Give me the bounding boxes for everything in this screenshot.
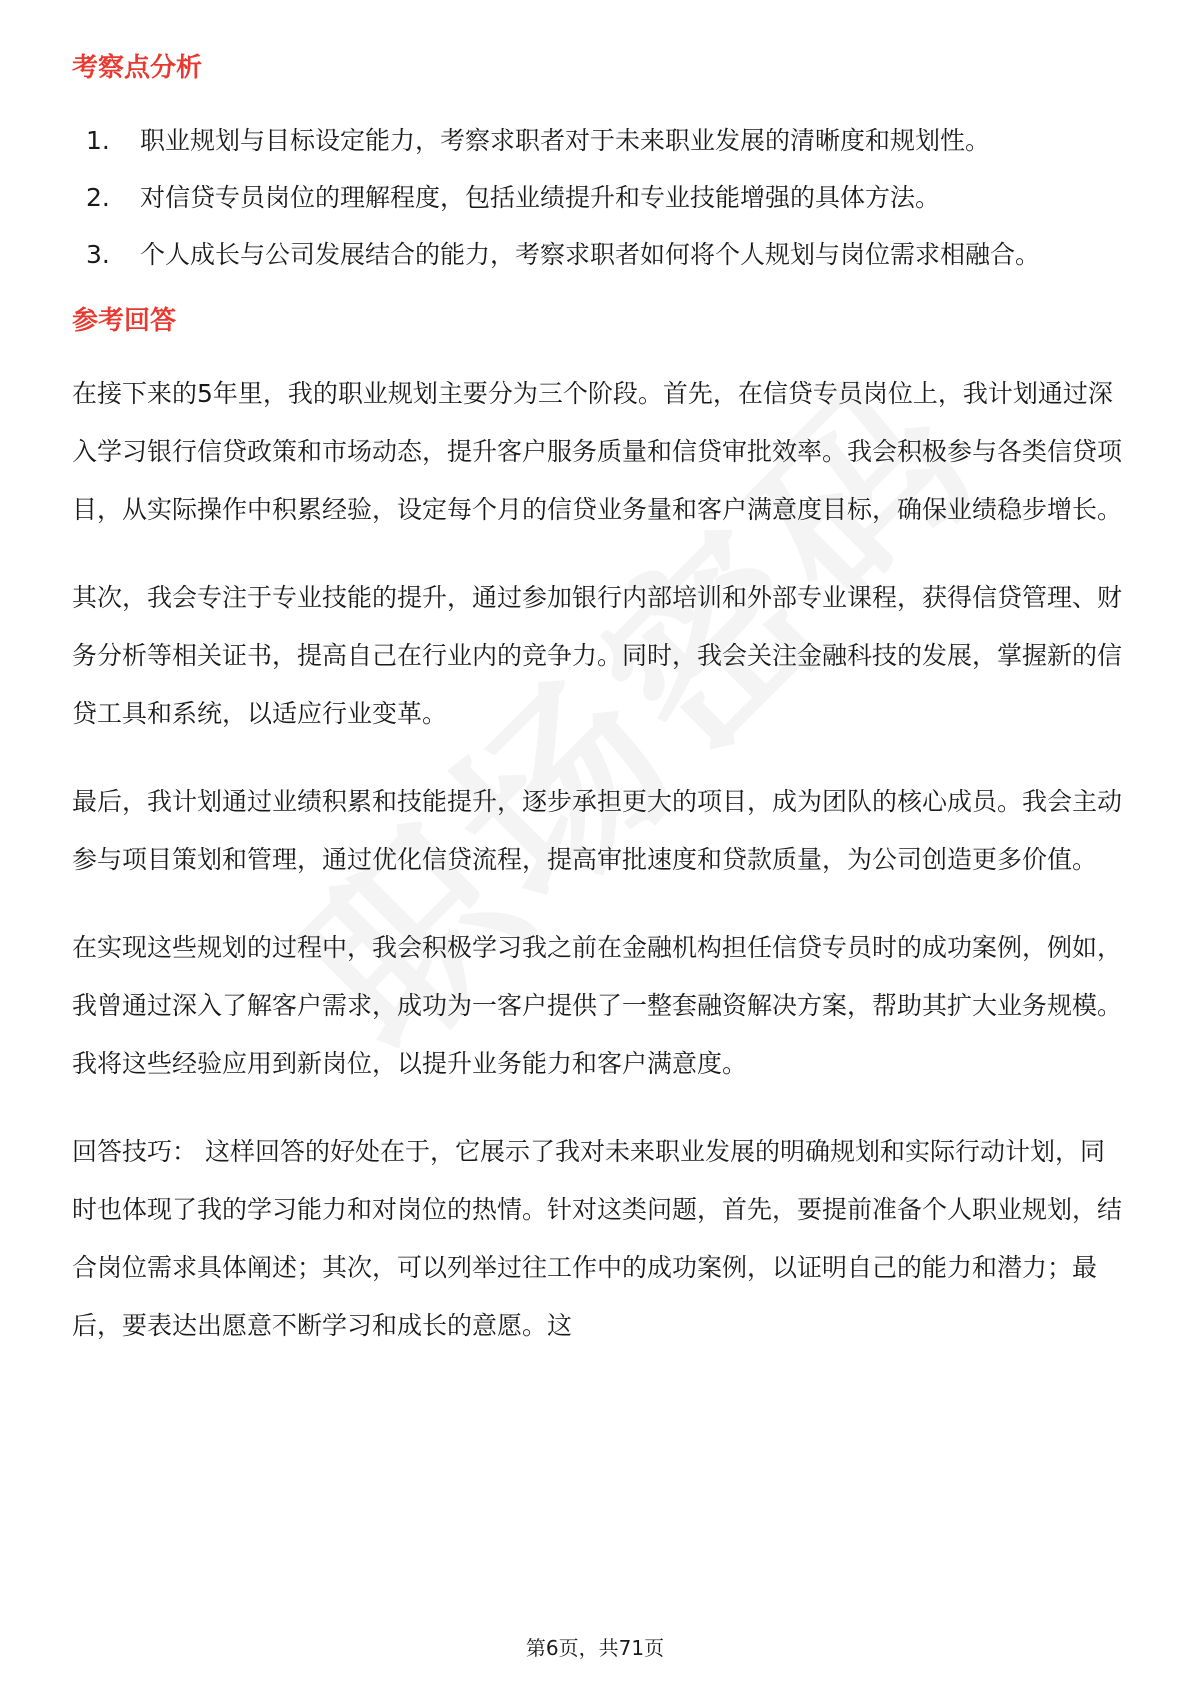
answer-paragraph: 在接下来的5年里，我的职业规划主要分为三个阶段。首先，在信贷专员岗位上，我计划通过深入学习银行信贷政策和市场动态，提升客户服务质量和信贷审批效率。我会积极参与各类信贷项目，从实际操作中积累经验，设定每个月的信贷业务量和客户满意度目标，确保业绩稳步增长。 xyxy=(72,379,1123,524)
answer-paragraph: 其次，我会专注于专业技能的提升，通过参加银行内部培训和外部专业课程，获得信贷管理、财务分析等相关证书，提高自己在行业内的竞争力。同时，我会关注金融科技的发展，掌握新的信贷工具和系统，以适应行业变革。 xyxy=(72,583,1123,728)
list-item-text: 个人成长与公司发展结合的能力，考察求职者如何将个人规划与岗位需求相融合。 xyxy=(140,240,1041,269)
list-item xyxy=(72,226,1122,283)
list-item-number: 3. xyxy=(86,240,110,269)
list-item xyxy=(72,169,1122,226)
list-item-text: 职业规划与目标设定能力，考察求职者对于未来职业发展的清晰度和规划性。 xyxy=(140,126,991,155)
answer-heading: 参考回答 xyxy=(72,306,177,336)
page-content xyxy=(72,48,1122,1385)
list-item-number: 2. xyxy=(86,183,110,212)
answer-paragraph: 在实现这些规划的过程中，我会积极学习我之前在金融机构担任信贷专员时的成功案例，例如，我曾通过深入了解客户需求，成功为一客户提供了一整套融资解决方案，帮助其扩大业务规模。我将这些经验应用到新岗位，以提升业务能力和客户满意度。 xyxy=(72,933,1123,1078)
answer-tips-paragraph: 回答技巧： 这样回答的好处在于，它展示了我对未来职业发展的明确规划和实际行动计划，同时也体现了我的学习能力和对岗位的热情。针对这类问题，首先，要提前准备个人职业规划，结合岗位需求具体阐述；其次，可以列举过往工作中的成功案例，以证明自己的能力和潜力；最后，要表达出愿意不断学习和成长的意愿。这 xyxy=(72,1137,1123,1340)
answer-paragraph: 最后，我计划通过业绩积累和技能提升，逐步承担更大的项目，成为团队的核心成员。我会主动参与项目策划和管理，通过优化信贷流程，提高审批速度和贷款质量，为公司创造更多价值。 xyxy=(72,787,1123,874)
analysis-heading: 考察点分析 xyxy=(72,53,203,83)
list-item-text: 对信贷专员岗位的理解程度，包括业绩提升和专业技能增强的具体方法。 xyxy=(140,183,941,212)
list-item-number: 1. xyxy=(86,126,110,155)
analysis-list xyxy=(72,112,1122,283)
list-item xyxy=(72,112,1122,169)
page-number: 第6页，共71页 xyxy=(525,1636,665,1660)
